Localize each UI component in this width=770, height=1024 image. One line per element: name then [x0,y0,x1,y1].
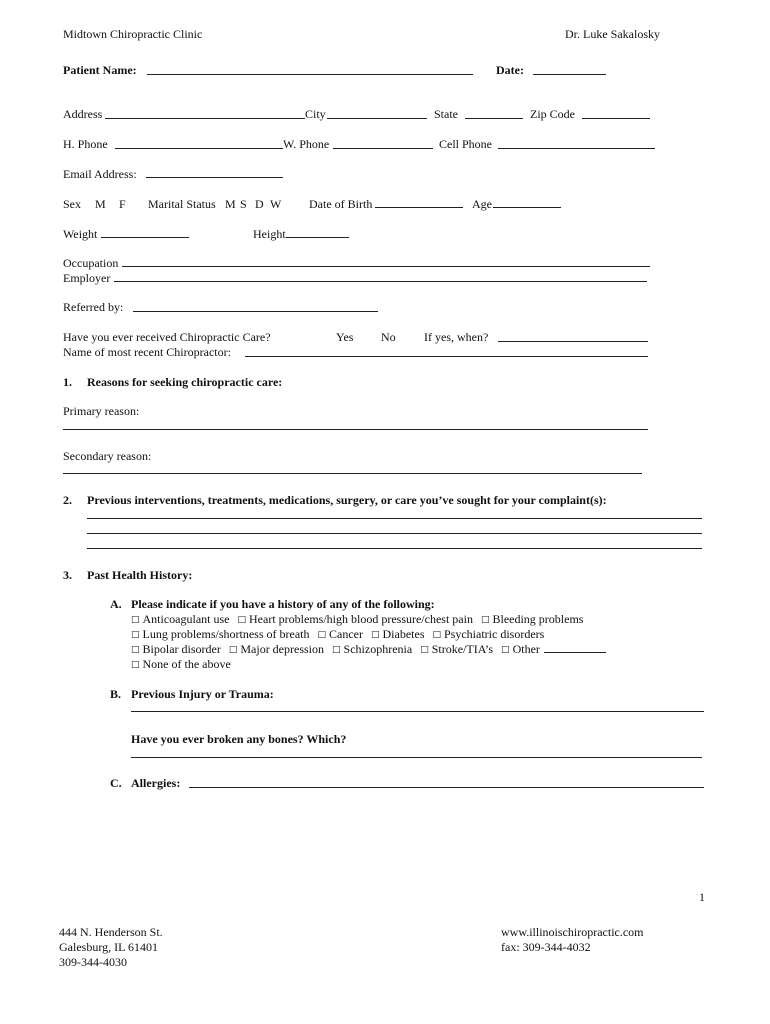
city-field[interactable] [327,118,427,119]
age-field[interactable] [493,207,561,208]
broken-bones-question: Have you ever broken any bones? Which? [131,732,347,746]
interventions-line-1[interactable] [87,518,702,519]
date-field[interactable] [533,74,606,75]
referred-by-field[interactable] [133,311,378,312]
prior-care-no[interactable]: No [381,330,396,344]
secondary-reason-field[interactable] [63,473,642,474]
section-3-number: 3. [63,568,72,582]
email-field[interactable] [146,177,283,178]
age-label: Age [472,197,492,211]
checkbox-icon[interactable]: □ [237,615,247,625]
employer-label: Employer [63,271,111,285]
section-2-title: Previous interventions, treatments, medications, surgery, or care you’ve sought for your complaint(s): [87,493,607,507]
section-3c-letter: C. [110,776,122,790]
primary-reason-field[interactable] [63,429,648,430]
footer-phone: 309-344-4030 [59,955,127,969]
weight-field[interactable] [101,237,189,238]
condition-option[interactable]: □ Lung problems/shortness of breath [131,627,310,641]
section-3c-title: Allergies: [131,776,181,790]
address-label: Address [63,107,103,121]
checkbox-icon[interactable]: □ [131,615,140,625]
marital-option-m[interactable]: M [225,197,236,211]
referred-by-label: Referred by: [63,300,124,314]
condition-option[interactable]: □ Anticoagulant use [131,612,230,626]
weight-label: Weight [63,227,98,241]
sex-label: Sex [63,197,81,211]
section-3b-title: Previous Injury or Trauma: [131,687,274,701]
section-3a-letter: A. [110,597,122,611]
primary-reason-label: Primary reason: [63,404,140,418]
city-label: City [305,107,326,121]
date-label: Date: [496,63,524,77]
condition-option[interactable]: □ Stroke/TIA’s [420,642,494,656]
height-field[interactable] [286,237,349,238]
checkbox-icon[interactable]: □ [131,645,140,655]
checkbox-icon[interactable]: □ [332,645,341,655]
doctor-name: Dr. Luke Sakalosky [565,27,660,41]
checkbox-icon[interactable]: □ [228,645,238,655]
condition-option[interactable]: □ Cancer [317,627,363,641]
checkbox-icon[interactable]: □ [501,645,510,655]
state-field[interactable] [465,118,523,119]
condition-option[interactable]: □ None of the above [131,657,231,671]
checkbox-icon[interactable]: □ [317,630,326,640]
condition-option-other[interactable]: □ Other [501,642,606,658]
section-1-title: Reasons for seeking chiropractic care: [87,375,283,389]
conditions-row-2 [131,627,552,643]
footer-address-line-2: Galesburg, IL 61401 [59,940,158,954]
checkbox-icon[interactable]: □ [370,630,380,640]
email-label: Email Address: [63,167,137,181]
work-phone-field[interactable] [333,148,433,149]
address-field[interactable] [105,118,305,119]
checkbox-icon[interactable]: □ [432,630,441,640]
interventions-line-3[interactable] [87,548,702,549]
dob-label: Date of Birth [309,197,373,211]
prior-care-yes[interactable]: Yes [336,330,354,344]
employer-field[interactable] [114,281,647,282]
marital-status-label: Marital Status [148,197,216,211]
patient-name-field[interactable] [147,74,473,75]
footer-address-line-1: 444 N. Henderson St. [59,925,163,939]
condition-option[interactable]: □ Bleeding problems [480,612,584,626]
condition-option[interactable]: □ Bipolar disorder [131,642,221,656]
marital-option-s[interactable]: S [240,197,247,211]
condition-option[interactable]: □ Diabetes [370,627,425,641]
occupation-field[interactable] [122,266,650,267]
footer-website[interactable]: www.illinoischiropractic.com [501,925,644,939]
home-phone-label: H. Phone [63,137,108,151]
conditions-row-3 [131,642,614,658]
condition-option[interactable]: □ Heart problems/high blood pressure/chest pain [237,612,473,626]
conditions-row-4 [131,657,239,673]
home-phone-field[interactable] [115,148,283,149]
broken-bones-field[interactable] [131,757,702,758]
sex-option-f[interactable]: F [119,197,126,211]
condition-option[interactable]: □ Psychiatric disorders [432,627,545,641]
section-3a-title: Please indicate if you have a history of any of the following: [131,597,435,611]
clinic-name: Midtown Chiropractic Clinic [63,27,203,41]
prior-care-question: Have you ever received Chiropractic Care? [63,330,271,344]
injury-trauma-field[interactable] [131,711,704,712]
condition-option[interactable]: □ Schizophrenia [332,642,413,656]
condition-option[interactable]: □ Major depression [228,642,325,656]
occupation-label: Occupation [63,256,119,270]
marital-option-w[interactable]: W [270,197,282,211]
recent-chiropractor-field[interactable] [245,356,648,357]
section-3b-letter: B. [110,687,122,701]
section-1-number: 1. [63,375,72,389]
zip-field[interactable] [582,118,650,119]
interventions-line-2[interactable] [87,533,702,534]
checkbox-icon[interactable]: □ [131,660,140,670]
allergies-field[interactable] [189,787,704,788]
checkbox-icon[interactable]: □ [131,630,140,640]
zip-label: Zip Code [530,107,575,121]
cell-phone-field[interactable] [498,148,655,149]
state-label: State [434,107,458,121]
patient-name-label: Patient Name: [63,63,137,77]
cell-phone-label: Cell Phone [439,137,492,151]
sex-option-m[interactable]: M [95,197,106,211]
if-yes-when-label: If yes, when? [424,330,489,344]
footer-fax: fax: 309-344-4032 [501,940,591,954]
section-3-title: Past Health History: [87,568,193,582]
conditions-row-1 [131,612,591,628]
section-2-number: 2. [63,493,72,507]
work-phone-label: W. Phone [283,137,330,151]
marital-option-d[interactable]: D [255,197,264,211]
checkbox-icon[interactable]: □ [420,645,429,655]
dob-field[interactable] [375,207,463,208]
height-label: Height [253,227,286,241]
page-number: 1 [699,890,705,904]
secondary-reason-label: Secondary reason: [63,449,152,463]
recent-chiropractor-label: Name of most recent Chiropractor: [63,345,231,359]
other-condition-field[interactable] [544,642,606,653]
checkbox-icon[interactable]: □ [480,615,490,625]
if-yes-when-field[interactable] [498,341,648,342]
